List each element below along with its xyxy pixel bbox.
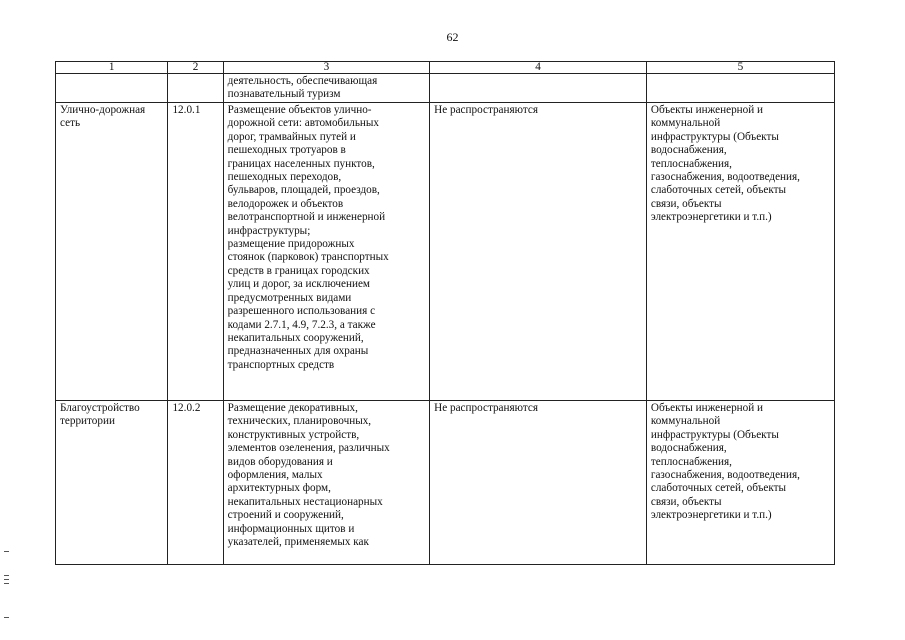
column-header-2: 2 bbox=[168, 62, 223, 74]
scan-margin-mark bbox=[4, 579, 9, 580]
table-row bbox=[56, 401, 835, 565]
continuation-cell-2 bbox=[168, 74, 223, 103]
scan-margin-mark bbox=[4, 583, 9, 584]
page-number: 62 bbox=[446, 30, 459, 44]
land-use-description: Размещение декоративных, технических, планировочных, конструктивных устройств, элементов озеленения, различных видов оборудования и оформления, малых архитектурных форм, некапитальных нестационарных строений и сооружений, информационных щитов и указателей, применяемых как bbox=[223, 401, 430, 565]
scan-margin-mark bbox=[4, 575, 9, 576]
column-header-1: 1 bbox=[56, 62, 168, 74]
land-use-name: Благоустройство территории bbox=[56, 401, 168, 565]
continuation-cell-4 bbox=[430, 74, 647, 103]
column-header-5: 5 bbox=[646, 62, 834, 74]
land-use-name: Улично-дорожная сеть bbox=[56, 103, 168, 401]
scan-margin-mark bbox=[4, 551, 9, 552]
land-use-code: 12.0.2 bbox=[168, 401, 223, 565]
table-header-row bbox=[56, 62, 835, 74]
land-use-column-5: Объекты инженерной и коммунальной инфраструктуры (Объекты водоснабжения, теплоснабжения, газоснабжения, водоотведения, слаботочных сетей, объекты связи, объекты электроэнергетики и т.п.) bbox=[646, 401, 834, 565]
land-use-column-5: Объекты инженерной и коммунальной инфраструктуры (Объекты водоснабжения, теплоснабжения, газоснабжения, водоотведения, слаботочных сетей, объекты связи, объекты электроэнергетики и т.п.) bbox=[646, 103, 834, 401]
column-header-3: 3 bbox=[223, 62, 430, 74]
land-use-table bbox=[55, 61, 835, 565]
column-header-4: 4 bbox=[430, 62, 647, 74]
continuation-cell-5 bbox=[646, 74, 834, 103]
land-use-column-4: Не распространяются bbox=[430, 401, 647, 565]
scan-margin-mark bbox=[4, 617, 9, 618]
continuation-cell-1 bbox=[56, 74, 168, 103]
continuation-description: деятельность, обеспечивающая познавательный туризм bbox=[223, 74, 430, 103]
land-use-column-4: Не распространяются bbox=[430, 103, 647, 401]
table-row bbox=[56, 103, 835, 401]
land-use-description: Размещение объектов улично- дорожной сети: автомобильных дорог, трамвайных путей и пешеходных тротуаров в границах населенных пунктов, пешеходных переходов, бульваров, площадей, проездов, велодорожек и объектов велотранспортной и инженерной инфраструктуры; размещение придорожных стоянок (парковок) транспортных средств в границах городских улиц и дорог, за исключением предусмотренных видами разрешенного использования с кодами 2.7.1, 4.9, 7.2.3, а также некапитальных сооружений, предназначенных для охраны транспортных средств bbox=[223, 103, 430, 401]
continuation-row bbox=[56, 74, 835, 103]
land-use-code: 12.0.1 bbox=[168, 103, 223, 401]
